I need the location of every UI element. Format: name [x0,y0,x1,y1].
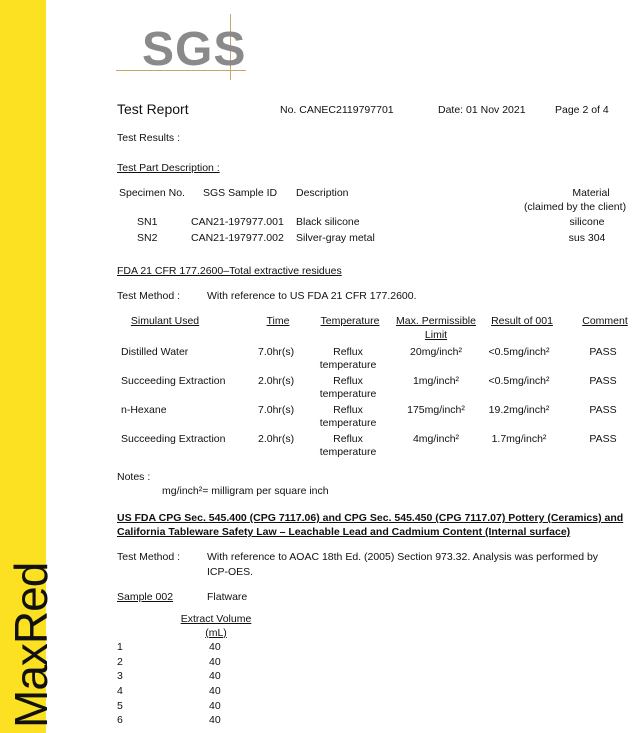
col-header-extract-volume: Extract Volume [180,613,252,625]
result: <0.5mg/inch² [488,375,550,387]
test-results-label: Test Results : [117,132,181,144]
volume: 40 [209,641,221,653]
volume: 40 [209,656,221,668]
row-number: 3 [117,670,123,682]
simulant: Succeeding Extraction [121,433,226,445]
col-header-limit: Max. Permissible [396,315,476,327]
simulant: Succeeding Extraction [121,375,226,387]
cpg-section-title: US FDA CPG Sec. 545.400 (CPG 7117.06) and CPG Sec. 545.450 (CPG 7117.07) Pottery (Ceramics) and [117,512,624,524]
sample-label: Sample 002 [117,591,174,603]
description: Black silicone [296,216,360,228]
limit: 175mg/inch² [407,404,465,416]
temperature: Reflux [333,404,363,416]
time: 2.0hr(s) [258,433,295,445]
cpg-section-title-2: California Tableware Safety Law – Leachable Lead and Cadmium Content (Internal surface) [117,526,571,538]
temperature-2: temperature [319,417,377,429]
col-header-limit-2: Limit [424,329,448,341]
temperature-2: temperature [319,446,377,458]
col-header-comment: Comment [582,315,628,327]
simulant: Distilled Water [121,346,189,358]
col-header-simulant: Simulant Used [130,315,200,327]
material: silicone [569,216,605,228]
col-header-result: Result of 001 [491,315,553,327]
row-number: 4 [117,685,123,697]
comment: PASS [589,346,617,358]
col-header-description: Description [296,187,349,199]
sample-id: CAN21-197977.001 [191,216,284,228]
limit: 1mg/inch² [412,375,460,387]
time: 7.0hr(s) [258,404,295,416]
col-header-material: Material [572,187,610,199]
col-header-temperature: Temperature [320,315,380,327]
fda-method-text: With reference to US FDA 21 CFR 177.2600. [207,290,417,302]
volume: 40 [209,670,221,682]
volume: 40 [209,714,221,726]
temperature: Reflux [333,375,363,387]
row-number: 5 [117,700,123,712]
simulant: n-Hexane [121,404,167,416]
row-number: 1 [117,641,123,653]
result: 19.2mg/inch² [488,404,550,416]
temperature: Reflux [333,433,363,445]
specimen-no: SN1 [137,216,158,228]
report-number: No. CANEC2119797701 [280,104,394,116]
temperature: Reflux [333,346,363,358]
report-date: Date: 01 Nov 2021 [438,104,526,116]
test-part-description-label: Test Part Description : [117,162,220,174]
row-number: 6 [117,714,123,726]
sample-type: Flatware [207,591,248,603]
cpg-method-text: With reference to AOAC 18th Ed. (2005) Section 973.32. Analysis was performed by [207,551,599,563]
fda-method-label: Test Method : [117,290,181,302]
temperature-2: temperature [319,359,377,371]
time: 7.0hr(s) [258,346,295,358]
limit: 4mg/inch² [412,433,460,445]
notes-label: Notes : [117,471,151,483]
comment: PASS [589,375,617,387]
notes-text: mg/inch²= milligram per square inch [162,485,329,497]
limit: 20mg/inch² [410,346,462,358]
col-header-time: Time [266,315,290,327]
volume: 40 [209,685,221,697]
cpg-method-label: Test Method : [117,551,181,563]
sample-id: CAN21-197977.002 [191,232,284,244]
result: <0.5mg/inch² [488,346,550,358]
result: 1.7mg/inch² [491,433,547,445]
row-number: 2 [117,656,123,668]
col-header-specimen: Specimen No. [119,187,185,199]
volume: 40 [209,700,221,712]
col-header-extract-unit: (mL) [205,627,227,639]
cpg-method-text-2: ICP-OES. [207,566,254,578]
col-header-sample-id: SGS Sample ID [203,187,278,199]
comment: PASS [589,404,617,416]
temperature-2: temperature [319,388,377,400]
comment: PASS [589,433,617,445]
time: 2.0hr(s) [258,375,295,387]
col-header-material-note: (claimed by the client) [523,201,627,213]
fda-section-title: FDA 21 CFR 177.2600–Total extractive residues [117,265,342,277]
material: sus 304 [568,232,606,244]
sgs-logo: SGS [142,23,247,76]
maxred-watermark: MaxRed [5,562,57,728]
description: Silver-gray metal [296,232,375,244]
report-title: Test Report [117,101,189,117]
specimen-no: SN2 [137,232,158,244]
page-indicator: Page 2 of 4 [555,104,609,116]
